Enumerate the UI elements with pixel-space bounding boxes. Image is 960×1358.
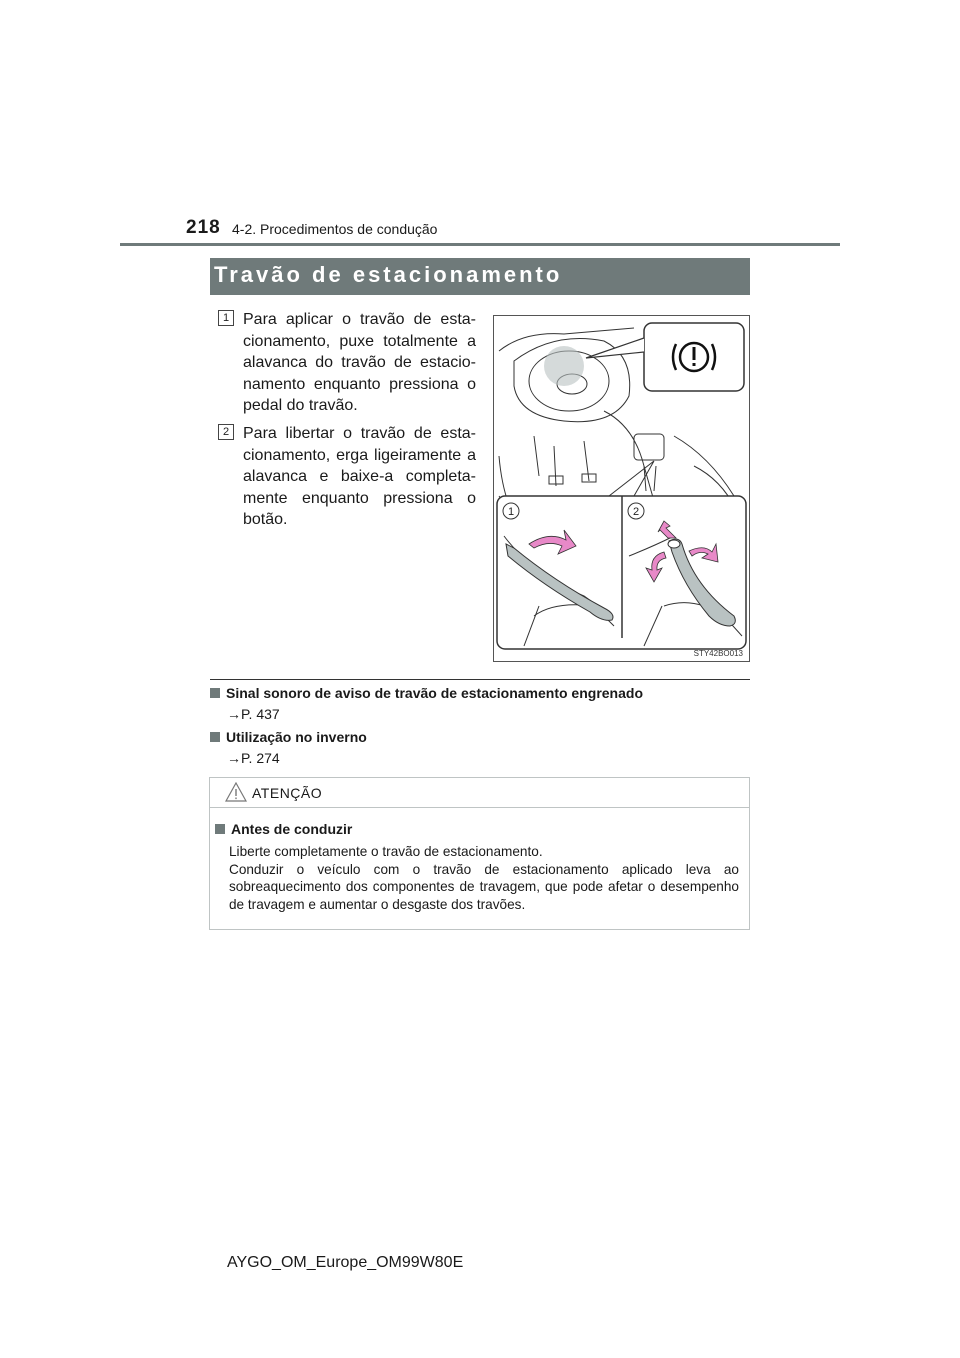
- warning-triangle-icon: [225, 782, 247, 802]
- illustration-drawing: [494, 316, 749, 661]
- warning-line-1: Liberte completamente o travão de estacionamento.: [229, 844, 543, 859]
- footer-document-code: AYGO_OM_Europe_OM99W80E: [227, 1254, 464, 1271]
- warning-subtitle-text: Antes de conduzir: [231, 821, 353, 837]
- warning-subtitle: [215, 821, 352, 837]
- section-reference: 4-2. Procedimentos de condução: [232, 221, 438, 237]
- header-divider: [120, 243, 840, 246]
- note-1-title-text: Sinal sonoro de aviso de travão de estacionamento engrenado: [226, 685, 643, 701]
- notes-divider: [210, 679, 750, 680]
- bullet-square-icon: [215, 824, 225, 834]
- warning-body: [229, 843, 739, 913]
- step-1-text: Para aplicar o travão de esta-cionamento, puxe totalmente a alavanca do travão de estacio-namento enquanto pressiona o pedal do travão.: [243, 311, 476, 414]
- bullet-square-icon: [210, 732, 220, 742]
- figure-callout-1: 1: [507, 506, 515, 518]
- parking-brake-illustration: [493, 315, 750, 662]
- bullet-square-icon: [210, 688, 220, 698]
- note-2-title: [210, 729, 367, 745]
- warning-line-2: Conduzir o veículo com o travão de estacionamento aplicado leva ao sobreaquecimento dos componentes de travagem, que pode afetar o desempenho de travagem e aumentar o desgaste dos travões.: [229, 861, 739, 912]
- page-number: 218: [186, 217, 221, 238]
- figure-callout-2: 2: [632, 506, 640, 518]
- note-1-reference: →P. 437: [227, 706, 280, 722]
- warning-label: ATENÇÃO: [252, 785, 323, 801]
- section-title: Travão de estacionamento: [214, 262, 563, 287]
- note-2-reference: →P. 274: [227, 750, 280, 766]
- note-2-title-text: Utilização no inverno: [226, 729, 367, 745]
- figure-code: STY42BO013: [693, 649, 743, 658]
- step-1-number: 1: [218, 310, 234, 326]
- warning-header-divider: [210, 807, 749, 808]
- note-1-title: [210, 685, 643, 701]
- step-2-number: 2: [218, 424, 234, 440]
- step-2-text: Para libertar o travão de esta-cionamento, erga ligeiramente a alavanca e baixe-a completa-mente enquanto pressiona o botão.: [243, 425, 476, 528]
